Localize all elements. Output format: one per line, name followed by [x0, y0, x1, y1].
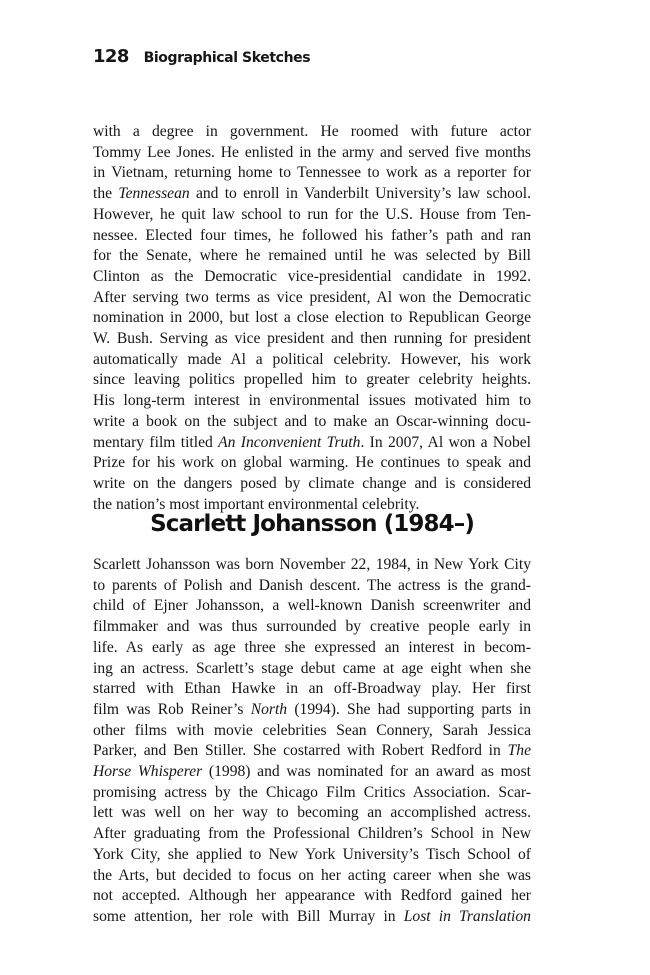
- text-line: film was Rob Reiner’s North (1994). She had supporting parts in: [93, 700, 532, 718]
- text-line: Tommy Lee Jones. He enlisted in the army and served five months: [93, 143, 531, 161]
- paragraph-scarlett-johansson: [93, 555, 531, 928]
- running-header: [93, 46, 310, 67]
- italic-title: An Inconvenient Truth: [218, 433, 361, 451]
- running-title: Biographical Sketches: [143, 50, 311, 66]
- text-line: However, he quit law school to run for the U.S. House from Ten-: [93, 205, 531, 223]
- paragraph-al-gore: [93, 122, 531, 515]
- text-line: filmmaker and was thus surrounded by creative people early in: [93, 618, 531, 636]
- text-line: the nation’s most important environmental celebrity.: [93, 495, 420, 513]
- text-line: mentary film titled An Inconvenient Truth. In 2007, Al won a Nobel: [93, 433, 532, 451]
- text-line: to parents of Polish and Danish descent. The actress is the grand-: [93, 576, 531, 594]
- text-line: write a book on the subject and to make an Oscar-winning docu-: [93, 412, 531, 430]
- text-line: nessee. Elected four times, he followed his father’s path and ran: [93, 226, 531, 244]
- text-line: W. Bush. Serving as vice president and then running for president: [93, 330, 531, 348]
- text-line: ing an actress. Scarlett’s stage debut came at age eight when she: [93, 659, 531, 677]
- italic-title: North: [250, 700, 288, 718]
- italic-title: Tennessean: [118, 185, 190, 203]
- page-number: 128: [93, 46, 129, 67]
- text-line: in Vietnam, returning home to Tennessee to work as a reporter for: [93, 164, 531, 182]
- text-line: lett was well on her way to becoming an accomplished actress.: [93, 804, 531, 822]
- text-line: Scarlett Johansson was born November 22, 1984, in New York City: [93, 556, 531, 573]
- text-line: with a degree in government. He roomed with future actor: [93, 123, 531, 140]
- text-line: other films with movie celebrities Sean Connery, Sarah Jessica: [93, 721, 531, 739]
- text-line: the Tennessean and to enroll in Vanderbilt University’s law school.: [93, 185, 531, 203]
- text-line: After graduating from the Professional Children’s School in New: [93, 825, 531, 843]
- text-line: Parker, and Ben Stiller. She costarred with Robert Redford in The: [93, 742, 531, 760]
- text-line: child of Ejner Johansson, a well-known Danish screenwriter and: [93, 597, 531, 615]
- text-line: life. As early as age three she expressed an interest in becom-: [93, 638, 531, 656]
- text-line: nomination in 2000, but lost a close election to Republican George: [93, 309, 531, 327]
- italic-title: Horse Whisperer: [93, 763, 203, 781]
- section-heading: Scarlett Johansson (1984–): [150, 511, 474, 537]
- text-line: not accepted. Although her appearance with Redford gained her: [93, 887, 531, 905]
- text-line: Horse Whisperer (1998) and was nominated for an award as most: [93, 763, 531, 781]
- text-line: York City, she applied to New York University’s Tisch School of: [93, 845, 531, 863]
- text-line: Clinton as the Democratic vice-presidential candidate in 1992.: [93, 267, 531, 285]
- italic-title: The: [507, 742, 531, 760]
- text-line: automatically made Al a political celebrity. However, his work: [93, 350, 531, 368]
- text-line: write on the dangers posed by climate change and is considered: [93, 474, 531, 492]
- text-line: His long-term interest in environmental issues motivated him to: [93, 392, 531, 410]
- text-line: Prize for his work on global warming. He continues to speak and: [93, 454, 531, 472]
- italic-title: Lost in Translation: [403, 907, 531, 925]
- text-line: some attention, her role with Bill Murray in Lost in Translation: [93, 907, 531, 925]
- text-line: starred with Ethan Hawke in an off-Broadway play. Her first: [93, 680, 531, 698]
- text-line: for the Senate, where he remained until he was selected by Bill: [93, 247, 531, 265]
- text-line: promising actress by the Chicago Film Critics Association. Scar-: [93, 783, 531, 801]
- text-line: the Arts, but decided to focus on her acting career when she was: [93, 866, 531, 884]
- text-line: since leaving politics propelled him to greater celebrity heights.: [93, 371, 531, 389]
- text-line: After serving two terms as vice president, Al won the Democratic: [93, 288, 531, 306]
